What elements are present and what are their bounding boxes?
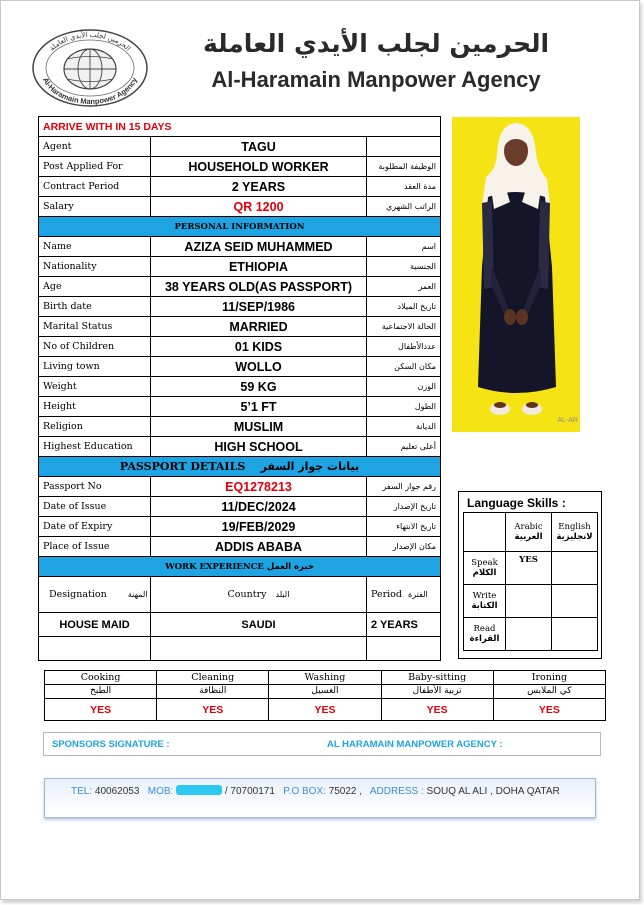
work-country: SAUDI — [151, 613, 367, 637]
personal-row — [39, 397, 441, 417]
personal-value: 59 KG — [151, 377, 367, 397]
duty-name-ar: كي الملابس — [493, 685, 605, 699]
personal-row — [39, 257, 441, 277]
personal-label-ar: الديانة — [367, 417, 441, 437]
personal-value: AZIZA SEID MUHAMMED — [151, 237, 367, 257]
duty-name-ar: النظافة — [157, 685, 269, 699]
personal-value: MUSLIM — [151, 417, 367, 437]
personal-info-title: PERSONAL INFORMATION — [39, 217, 441, 237]
personal-row — [39, 377, 441, 397]
passport-label-ar: تاريخ الإصدار — [367, 497, 441, 517]
passport-row — [39, 537, 441, 557]
personal-row — [39, 417, 441, 437]
job-section — [39, 137, 441, 217]
agency-logo — [31, 28, 149, 108]
job-value: TAGU — [151, 137, 367, 157]
personal-info-header — [39, 217, 441, 237]
duty-values-row — [45, 699, 606, 721]
passport-header — [39, 457, 441, 477]
work-experience-header — [39, 557, 441, 577]
work-experience-title — [39, 557, 441, 577]
work-period: 2 YEARS — [367, 613, 441, 637]
address-label: ADDRESS : — [369, 786, 424, 797]
applicant-figure — [452, 117, 580, 432]
language-arabic-value — [506, 618, 552, 651]
job-row — [39, 157, 441, 177]
passport-row — [39, 497, 441, 517]
personal-value: ETHIOPIA — [151, 257, 367, 277]
duty-value: YES — [45, 699, 157, 721]
work-columns-row — [39, 577, 441, 613]
tel-number: 40062053 — [94, 786, 140, 797]
job-label-ar — [367, 137, 441, 157]
svg-text:الحرمين لجلب الأيدي العاملة: الحرمين لجلب الأيدي العاملة — [47, 30, 133, 53]
job-row — [39, 137, 441, 157]
language-skills-box — [458, 491, 602, 659]
sponsor-signature-label: SPONSORS SIGNATURE : — [52, 739, 170, 750]
contact-footer — [44, 778, 596, 818]
duty-value: YES — [157, 699, 269, 721]
duties-table — [44, 670, 606, 721]
personal-row — [39, 297, 441, 317]
personal-label-ar: مكان السكن — [367, 357, 441, 377]
language-skill-label: Speak الكلام — [464, 552, 506, 585]
language-arabic-value — [506, 585, 552, 618]
agency-title-english: Al-Haramain Manpower Agency — [211, 67, 541, 92]
personal-row — [39, 277, 441, 297]
work-period — [367, 637, 441, 661]
personal-label: Age — [39, 277, 151, 297]
personal-label-ar: اسم — [367, 237, 441, 257]
personal-label-ar: تاريخ الميلاد — [367, 297, 441, 317]
passport-label-ar: مكان الإصدار — [367, 537, 441, 557]
work-title-ar: خبره العمل — [266, 561, 314, 572]
personal-value: HIGH SCHOOL — [151, 437, 367, 457]
pobox-label: P.O BOX: — [283, 786, 326, 797]
photo-watermark: AL-AR — [557, 417, 578, 424]
language-skills-title: Language Skills : — [467, 496, 566, 510]
passport-label-ar: تاريخ الانتهاء — [367, 517, 441, 537]
job-label: Post Applied For — [39, 157, 151, 177]
personal-value: 5’1 FT — [151, 397, 367, 417]
passport-row — [39, 477, 441, 497]
personal-label: Height — [39, 397, 151, 417]
tel-label: TEL: — [71, 786, 93, 797]
notice-row — [39, 117, 441, 137]
passport-title-ar: بيانات جواز السفر — [260, 460, 360, 473]
personal-label-ar: الجنسية — [367, 257, 441, 277]
language-english-value — [552, 552, 598, 585]
duty-value: YES — [381, 699, 493, 721]
personal-label: Nationality — [39, 257, 151, 277]
agency-title-arabic: الحرمين لجلب الأيدي العاملة — [202, 29, 550, 58]
job-label-ar: الوظيفة المطلوبة — [367, 157, 441, 177]
duty-value: YES — [493, 699, 605, 721]
duty-name: Ironing — [493, 671, 605, 685]
duty-name: Baby-sitting — [381, 671, 493, 685]
duty-name: Cooking — [45, 671, 157, 685]
language-arabic-value: YES — [506, 552, 552, 585]
duty-name-ar: الطبخ — [45, 685, 157, 699]
pobox-number: 75022 , — [328, 786, 363, 797]
job-label: Salary — [39, 197, 151, 217]
job-value: 2 YEARS — [151, 177, 367, 197]
duty-name: Cleaning — [157, 671, 269, 685]
personal-value: 38 YEARS OLD(AS PASSPORT) — [151, 277, 367, 297]
personal-label: Marital Status — [39, 317, 151, 337]
personal-label-ar: عددالأطفال — [367, 337, 441, 357]
work-designation — [39, 637, 151, 661]
signature-box — [43, 732, 601, 756]
svg-text:Al-Haramain Manpower Agency: Al-Haramain Manpower Agency — [40, 75, 140, 107]
personal-value: WOLLO — [151, 357, 367, 377]
job-row — [39, 177, 441, 197]
personal-row — [39, 237, 441, 257]
language-english-value — [552, 618, 598, 651]
personal-label: Name — [39, 237, 151, 257]
language-skill-label: Write الكتابة — [464, 585, 506, 618]
language-corner-cell — [464, 513, 506, 552]
duty-arabic-row — [45, 685, 606, 699]
passport-value: 19/FEB/2029 — [151, 517, 367, 537]
personal-label: Living town — [39, 357, 151, 377]
language-row — [464, 585, 598, 618]
personal-label-ar: أعلى تعليم — [367, 437, 441, 457]
agency-signature-label: AL HARAMAIN MANPOWER AGENCY : — [327, 739, 503, 750]
personal-label: Weight — [39, 377, 151, 397]
passport-title — [39, 457, 441, 477]
language-row — [464, 552, 598, 585]
personal-label: Religion — [39, 417, 151, 437]
personal-value: 11/SEP/1986 — [151, 297, 367, 317]
work-row — [39, 637, 441, 661]
personal-row — [39, 317, 441, 337]
duty-name-ar: تربية الأطفال — [381, 685, 493, 699]
personal-row — [39, 357, 441, 377]
language-col-english: English لانجليزية — [552, 513, 598, 552]
personal-label-ar: الحالة الاجتماعية — [367, 317, 441, 337]
work-designation: HOUSE MAID — [39, 613, 151, 637]
job-value: QR 1200 — [151, 197, 367, 217]
work-row — [39, 613, 441, 637]
passport-label-ar: رقم جواز السفر — [367, 477, 441, 497]
job-row — [39, 197, 441, 217]
job-value: HOUSEHOLD WORKER — [151, 157, 367, 177]
applicant-details-table — [38, 116, 441, 661]
passport-label: Date of Expiry — [39, 517, 151, 537]
personal-value: 01 KIDS — [151, 337, 367, 357]
job-label: Contract Period — [39, 177, 151, 197]
work-col-designation: Designation المهنة — [39, 577, 151, 613]
work-country — [151, 637, 367, 661]
personal-label: Highest Education — [39, 437, 151, 457]
duty-names-row — [45, 671, 606, 685]
work-col-country: Country البلد — [151, 577, 367, 613]
personal-label: Birth date — [39, 297, 151, 317]
personal-section — [39, 237, 441, 457]
mob-number: / 70700171 — [224, 786, 275, 797]
personal-label: No of Children — [39, 337, 151, 357]
passport-label: Date of Issue — [39, 497, 151, 517]
passport-label: Place of Issue — [39, 537, 151, 557]
duty-name-ar: الغسيل — [269, 685, 381, 699]
personal-value: MARRIED — [151, 317, 367, 337]
work-col-period: Period الفترة — [367, 577, 441, 613]
language-header-row — [464, 513, 598, 552]
passport-title-en: PASSPORT DETAILS — [119, 460, 246, 473]
personal-label-ar: الطول — [367, 397, 441, 417]
job-label: Agent — [39, 137, 151, 157]
work-title-en: WORK EXPERIENCE — [165, 561, 264, 572]
redacted-number — [176, 785, 222, 795]
passport-row — [39, 517, 441, 537]
passport-label: Passport No — [39, 477, 151, 497]
applicant-photo — [452, 117, 580, 432]
passport-value: EQ1278213 — [151, 477, 367, 497]
duty-value: YES — [269, 699, 381, 721]
language-english-value — [552, 585, 598, 618]
passport-value: 11/DEC/2024 — [151, 497, 367, 517]
language-col-arabic: Arabic العربية — [506, 513, 552, 552]
job-label-ar: الراتب الشهري — [367, 197, 441, 217]
language-skills-table — [463, 512, 598, 651]
personal-row — [39, 337, 441, 357]
passport-value: ADDIS ABABA — [151, 537, 367, 557]
language-row — [464, 618, 598, 651]
personal-label-ar: الوزن — [367, 377, 441, 397]
personal-label-ar: العمر — [367, 277, 441, 297]
personal-row — [39, 437, 441, 457]
mob-label: MOB: — [147, 786, 174, 797]
job-label-ar: مدة العقد — [367, 177, 441, 197]
arrival-notice: ARRIVE WITH IN 15 DAYS — [39, 117, 441, 137]
duty-name: Washing — [269, 671, 381, 685]
passport-section — [39, 477, 441, 557]
language-skill-label: Read القراءة — [464, 618, 506, 651]
address-value: SOUQ AL ALI , DOHA QATAR — [426, 786, 560, 797]
